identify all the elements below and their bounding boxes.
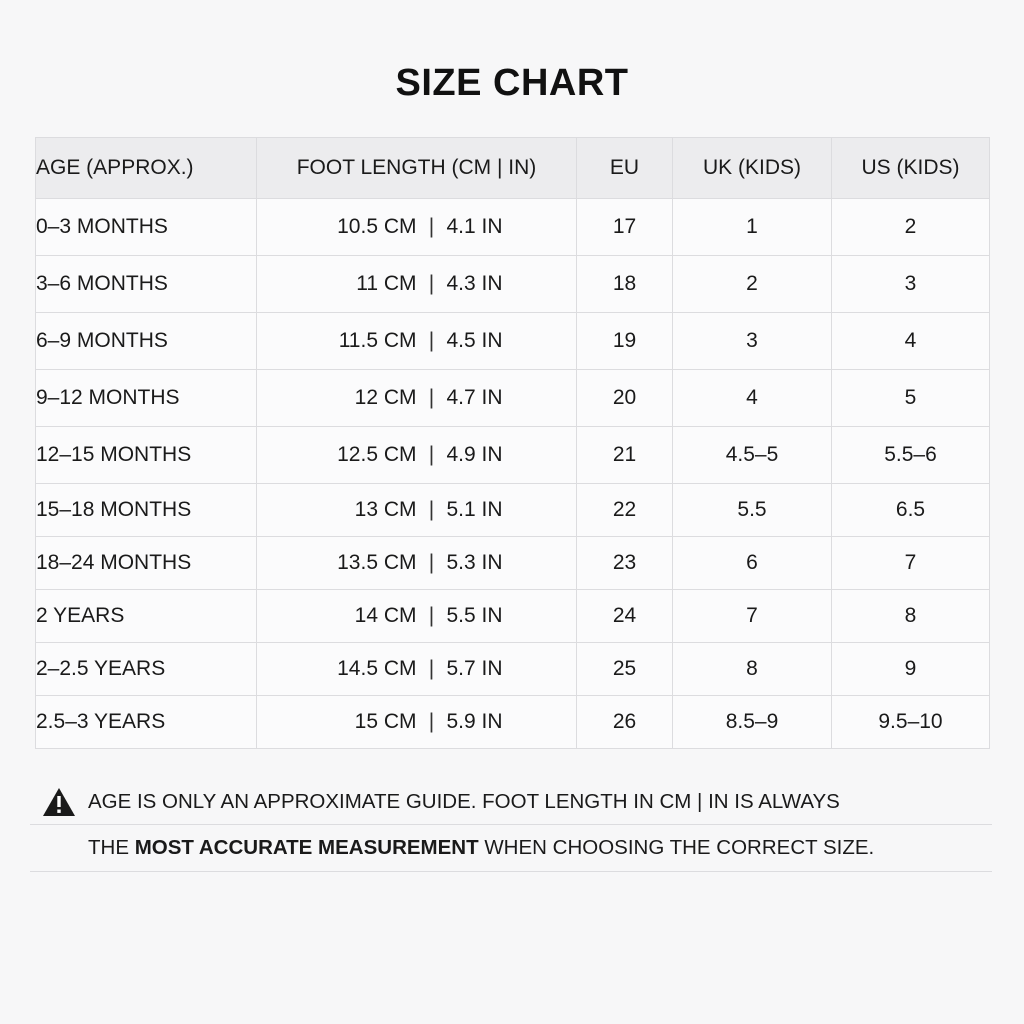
cell-us: 4 (832, 313, 990, 370)
cell-uk: 8.5–9 (673, 696, 832, 749)
cell-foot-separator: | (428, 551, 435, 574)
table-row (36, 643, 990, 696)
header-us: US (KIDS) (832, 138, 990, 199)
cell-foot-length (257, 696, 577, 749)
warning-icon (42, 787, 76, 817)
cell-foot-separator: | (428, 329, 435, 352)
cell-foot-cm: 13 CM (354, 498, 417, 521)
cell-foot-cm: 14.5 CM (337, 657, 417, 680)
cell-age: 9–12 MONTHS (36, 370, 257, 427)
cell-us: 5 (832, 370, 990, 427)
header-eu: EU (577, 138, 673, 199)
cell-age: 12–15 MONTHS (36, 427, 257, 484)
cell-age: 0–3 MONTHS (36, 199, 257, 256)
cell-eu: 18 (577, 256, 673, 313)
cell-foot-in: 4.5 IN (446, 329, 503, 352)
table-row (36, 370, 990, 427)
cell-foot-separator: | (428, 604, 435, 627)
cell-foot-in: 4.9 IN (446, 443, 503, 466)
cell-foot-in: 4.1 IN (446, 215, 503, 238)
cell-us: 7 (832, 537, 990, 590)
table-row (36, 590, 990, 643)
cell-foot-length (257, 256, 577, 313)
table-row (36, 696, 990, 749)
cell-age: 3–6 MONTHS (36, 256, 257, 313)
cell-foot-in: 4.3 IN (446, 272, 503, 295)
cell-uk: 7 (673, 590, 832, 643)
page-title: SIZE CHART (395, 62, 629, 104)
cell-eu: 21 (577, 427, 673, 484)
cell-foot-cm: 10.5 CM (337, 215, 417, 238)
cell-foot-length (257, 643, 577, 696)
cell-age: 15–18 MONTHS (36, 484, 257, 537)
note-text-2-pre: THE (88, 836, 135, 859)
cell-foot-separator: | (428, 657, 435, 680)
note-text-1: AGE IS ONLY AN APPROXIMATE GUIDE. FOOT LENGTH IN CM | IN IS ALWAYS (88, 790, 840, 813)
cell-foot-length (257, 590, 577, 643)
table-row (36, 199, 990, 256)
cell-eu: 24 (577, 590, 673, 643)
cell-us: 2 (832, 199, 990, 256)
cell-eu: 23 (577, 537, 673, 590)
cell-foot-cm: 12 CM (354, 386, 417, 409)
cell-foot-cm: 12.5 CM (337, 443, 417, 466)
cell-us: 8 (832, 590, 990, 643)
cell-foot-separator: | (428, 386, 435, 409)
cell-foot-length (257, 313, 577, 370)
note-box (30, 780, 992, 872)
cell-foot-separator: | (428, 443, 435, 466)
cell-foot-in: 5.5 IN (446, 604, 503, 627)
cell-uk: 4 (673, 370, 832, 427)
cell-us: 6.5 (832, 484, 990, 537)
table-row (36, 256, 990, 313)
cell-eu: 17 (577, 199, 673, 256)
header-age: AGE (APPROX.) (36, 138, 257, 199)
header-uk: UK (KIDS) (673, 138, 832, 199)
table-row (36, 484, 990, 537)
table-row (36, 313, 990, 370)
cell-foot-cm: 11.5 CM (338, 329, 417, 352)
cell-eu: 26 (577, 696, 673, 749)
header-foot-length: FOOT LENGTH (CM | IN) (257, 138, 577, 199)
cell-us: 9.5–10 (832, 696, 990, 749)
cell-us: 9 (832, 643, 990, 696)
cell-uk: 4.5–5 (673, 427, 832, 484)
cell-eu: 19 (577, 313, 673, 370)
size-chart-table (35, 137, 990, 749)
cell-foot-length (257, 199, 577, 256)
cell-foot-separator: | (428, 498, 435, 521)
cell-age: 2 YEARS (36, 590, 257, 643)
cell-uk: 5.5 (673, 484, 832, 537)
cell-foot-cm: 11 CM (356, 272, 417, 295)
cell-age: 2–2.5 YEARS (36, 643, 257, 696)
cell-uk: 2 (673, 256, 832, 313)
header-row (36, 138, 990, 199)
cell-age: 2.5–3 YEARS (36, 696, 257, 749)
table-row (36, 427, 990, 484)
cell-eu: 22 (577, 484, 673, 537)
cell-foot-length (257, 427, 577, 484)
note-line-1 (30, 780, 992, 825)
cell-age: 18–24 MONTHS (36, 537, 257, 590)
cell-foot-in: 5.1 IN (446, 498, 503, 521)
cell-foot-separator: | (428, 710, 435, 733)
cell-foot-separator: | (428, 272, 435, 295)
cell-foot-cm: 13.5 CM (337, 551, 417, 574)
note-line-2 (30, 825, 992, 872)
cell-foot-separator: | (428, 215, 435, 238)
cell-foot-in: 4.7 IN (446, 386, 503, 409)
cell-us: 3 (832, 256, 990, 313)
cell-uk: 8 (673, 643, 832, 696)
note-text-2-post: WHEN CHOOSING THE CORRECT SIZE. (478, 836, 875, 859)
cell-foot-in: 5.9 IN (446, 710, 503, 733)
cell-foot-in: 5.7 IN (446, 657, 503, 680)
note-text-2-emphasis: MOST ACCURATE MEASUREMENT (134, 836, 479, 859)
cell-uk: 6 (673, 537, 832, 590)
cell-eu: 25 (577, 643, 673, 696)
cell-age: 6–9 MONTHS (36, 313, 257, 370)
cell-foot-length (257, 537, 577, 590)
cell-foot-cm: 14 CM (354, 604, 417, 627)
table-row (36, 537, 990, 590)
cell-uk: 3 (673, 313, 832, 370)
cell-foot-cm: 15 CM (354, 710, 417, 733)
cell-foot-length (257, 370, 577, 427)
cell-us: 5.5–6 (832, 427, 990, 484)
cell-foot-in: 5.3 IN (446, 551, 503, 574)
cell-uk: 1 (673, 199, 832, 256)
cell-eu: 20 (577, 370, 673, 427)
cell-foot-length (257, 484, 577, 537)
